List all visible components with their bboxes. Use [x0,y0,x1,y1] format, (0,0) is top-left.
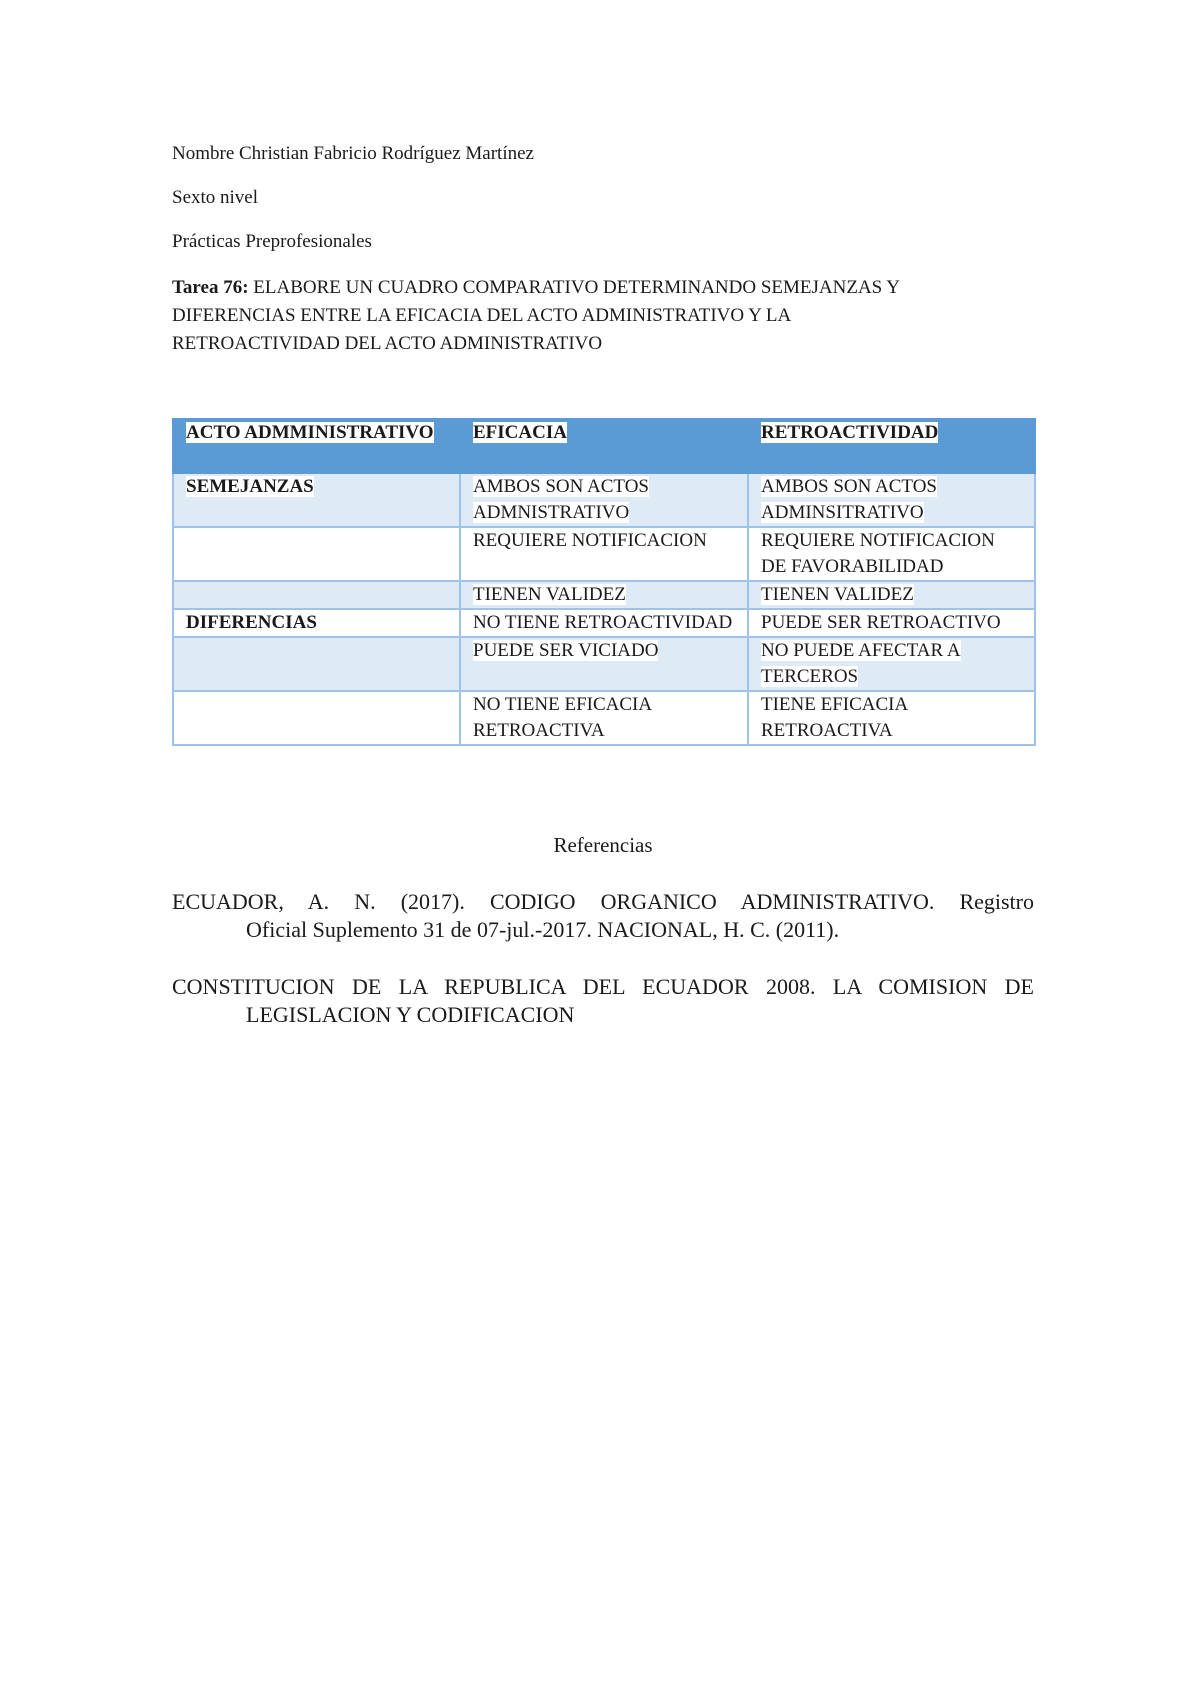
course-line: Prácticas Preprofesionales [172,231,372,252]
references-title: Referencias [553,833,653,857]
table-row [173,581,1035,609]
reference-1-line-2: Oficial Suplemento 31 de 07-jul.-2017. NACIONAL, H. C. (2011). [246,917,840,942]
row-label [173,637,460,691]
table-cell: NO PUEDE AFECTAR A TERCEROS [748,637,1035,691]
table-cell: REQUIERE NOTIFICACION [460,527,748,581]
table-row [173,473,1035,527]
task-text-1: ELABORE UN CUADRO COMPARATIVO DETERMINANDO SEMEJANZAS Y [248,277,901,298]
table-cell: AMBOS SON ACTOS ADMNISTRATIVO [460,473,748,527]
row-label [173,527,460,581]
task-text-3: RETROACTIVIDAD DEL ACTO ADMINISTRATIVO [172,333,603,354]
task-label: Tarea 76: [172,277,249,298]
reference-1-line-1: ECUADOR, A. N. (2017). CODIGO ORGANICO ADMINISTRATIVO. Registro [172,889,1034,914]
table-cell: TIENEN VALIDEZ [748,581,1035,609]
table-cell: NO TIENE EFICACIA RETROACTIVA [460,691,748,745]
table-header-row [173,419,1035,473]
table-cell: TIENEN VALIDEZ [460,581,748,609]
table-cell: TIENE EFICACIA RETROACTIVA [748,691,1035,745]
table-cell: AMBOS SON ACTOS ADMINSITRATIVO [748,473,1035,527]
level-line: Sexto nivel [172,187,259,208]
row-label: SEMEJANZAS [173,473,460,527]
table-row [173,691,1035,745]
table-cell: PUEDE SER VICIADO [460,637,748,691]
table-row [173,527,1035,581]
table-row [173,637,1035,691]
header-cell: RETROACTIVIDAD [748,419,1035,473]
task-statement [172,274,1034,358]
reference-entry [172,888,1034,944]
row-label: DIFERENCIAS [173,609,460,637]
reference-2-line-1: CONSTITUCION DE LA REPUBLICA DEL ECUADOR 2008. LA COMISION DE [172,974,1034,999]
task-text-2: DIFERENCIAS ENTRE LA EFICACIA DEL ACTO ADMINISTRATIVO Y LA [172,305,792,326]
table-cell: REQUIERE NOTIFICACION DE FAVORABILIDAD [748,527,1035,581]
row-label [173,691,460,745]
header-cell: EFICACIA [460,419,748,473]
reference-entry [172,973,1034,1029]
table-cell: PUEDE SER RETROACTIVO [748,609,1035,637]
reference-2-line-2: LEGISLACION Y CODIFICACION [246,1002,575,1027]
row-label [173,581,460,609]
table-cell: NO TIENE RETROACTIVIDAD [460,609,748,637]
student-name: Nombre Christian Fabricio Rodríguez Martínez [172,143,534,164]
comparison-table [172,418,1036,746]
header-cell: ACTO ADMMINISTRATIVO [173,419,460,473]
table-row [173,609,1035,637]
header-block [172,142,1034,358]
